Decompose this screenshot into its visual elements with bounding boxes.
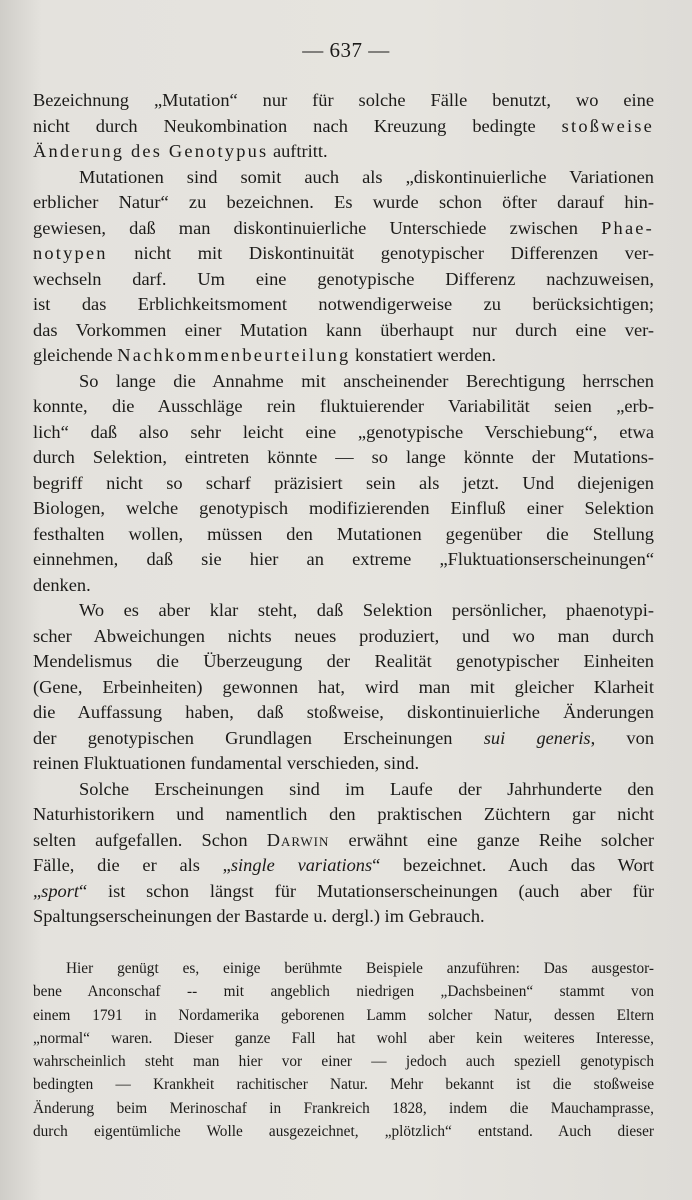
text-segment: erwähnt eine ganze Reihe solcher — [329, 829, 655, 850]
text-segment: Mutationen sind somit auch als „diskontinuierliche Variationen — [79, 166, 654, 187]
text-line — [33, 751, 654, 777]
body-text — [33, 88, 654, 930]
text-line — [33, 292, 654, 318]
footnote-line: Hier genügt es, einige berühmte Beispiele anzuführen: Das ausgestor- — [66, 960, 654, 977]
text-line — [33, 777, 654, 803]
text-segment: begriff nicht so scharf präzisiert sein als jetzt. Und diejenigen — [33, 472, 654, 493]
footnote-line: wahrscheinlich steht man hier vor einer — jedoch auch speziell genotypisch — [33, 1053, 654, 1071]
text-segment: denken. — [33, 574, 91, 595]
text-line — [33, 241, 654, 267]
text-segment: (Gene, Erbeinheiten) gewonnen hat, wird man mit gleicher Klarheit — [33, 676, 654, 697]
text-line — [33, 700, 654, 726]
text-segment: lich“ daß also sehr leicht eine „genotypische Verschiebung“, etwa — [33, 421, 654, 442]
paragraph — [33, 777, 654, 930]
text-segment: Biologen, welche genotypisch modifizierenden Einfluß einer Selektion — [33, 498, 654, 518]
text-line — [33, 726, 654, 752]
text-line — [33, 598, 654, 624]
text-segment: So lange die Annahme mit anscheinender Berechtigung herrschen — [79, 370, 654, 391]
text-segment: sport — [41, 880, 79, 901]
text-segment: festhalten wollen, müssen den Mutationen gegenüber die Stellung — [33, 523, 654, 544]
text-line — [33, 165, 654, 191]
text-segment: Nachkommenbeurteilung — [117, 345, 351, 365]
text-line — [33, 624, 654, 650]
text-line — [33, 853, 654, 879]
text-segment: nicht mit Diskontinuität genotypischer Differenzen ver- — [107, 243, 654, 263]
text-segment: notypen — [33, 243, 108, 263]
paragraph — [33, 88, 654, 165]
paragraph — [33, 165, 654, 369]
text-segment: Darwin — [266, 829, 330, 850]
footnote-line: Änderung beim Merinoschaf in Frankreich 1828, indem die Mauchamprasse, — [33, 1099, 654, 1117]
text-line — [33, 675, 654, 701]
text-line — [33, 394, 654, 420]
paragraph — [33, 598, 654, 777]
text-segment: selten aufgefallen. Schon — [33, 829, 267, 850]
text-line — [33, 522, 654, 548]
text-line — [33, 216, 654, 242]
text-segment: das Vorkommen einer Mutation kann überhaupt nur durch eine ver- — [33, 319, 654, 340]
text-line — [33, 445, 654, 471]
text-segment: der genotypischen Grundlagen Erscheinungen — [33, 727, 484, 748]
text-line — [33, 88, 654, 114]
text-segment: ist das Erblichkeitsmoment notwendigerweise zu berücksichtigen; — [33, 294, 654, 314]
footnote-line: durch eigentümliche Wolle ausgezeichnet, „plötzlich“ entstand. Auch dieser — [33, 1123, 654, 1141]
text-line — [33, 904, 654, 930]
text-segment: “ ist schon längst für Mutationserscheinungen (auch aber für — [79, 880, 654, 901]
footnote-line: „normal“ waren. Dieser ganze Fall hat wohl aber kein weiteres Interesse, — [33, 1029, 654, 1047]
text-line — [33, 828, 654, 854]
page-number: — 637 — — [302, 38, 390, 62]
text-segment: Mendelismus die Überzeugung der Realität genotypischer Einheiten — [33, 651, 654, 671]
text-segment: gewiesen, daß man diskontinuierliche Unterschiede zwischen — [33, 217, 602, 238]
text-segment: nicht durch Neukombination nach Kreuzung bedingte — [33, 115, 562, 136]
text-line — [33, 547, 654, 573]
text-segment: die Auffassung haben, daß stoßweise, diskontinuierliche Änderungen — [33, 702, 654, 722]
text-segment: Bezeichnung „Mutation“ nur für solche Fälle benutzt, wo eine — [33, 90, 654, 110]
text-segment: „ — [33, 880, 42, 901]
text-segment: wechseln darf. Um eine genotypische Differenz nachzuweisen, — [33, 268, 654, 289]
text-segment: auftritt. — [268, 141, 328, 161]
text-line — [33, 496, 654, 522]
text-segment: reinen Fluktuationen fundamental verschieden, sind. — [33, 753, 420, 773]
text-segment: konnte, die Ausschläge rein fluktuierender Variabilität seien „erb- — [33, 396, 654, 416]
text-segment: konstatiert werden. — [350, 345, 496, 365]
text-segment: “ bezeichnet. Auch das Wort — [372, 855, 654, 875]
paragraph — [33, 369, 654, 599]
text-segment: durch Selektion, eintreten könnte — so lange könnte der Mutations- — [33, 447, 654, 467]
text-segment: Wo es aber klar steht, daß Selektion persönlicher, phaenotypi- — [79, 600, 654, 620]
text-segment: scher Abweichungen nichts neues produziert, und wo man durch — [33, 625, 654, 646]
text-segment: stoßweise — [561, 115, 654, 136]
footnote-text — [33, 957, 654, 1143]
text-segment: Naturhistorikern und namentlich den praktischen Züchtern gar nicht — [33, 804, 654, 824]
text-line — [33, 369, 654, 395]
text-segment: einnehmen, daß sie hier an extreme „Fluktuationserscheinungen“ — [33, 549, 654, 569]
text-line — [33, 420, 654, 446]
text-segment: Spaltungserscheinungen der Bastarde u. dergl.) im Gebrauch. — [33, 906, 485, 926]
text-line — [33, 267, 654, 293]
footnote-line: bene Anconschaf -- mit angeblich niedrigen „Dachsbeinen“ stammt von — [33, 983, 654, 1001]
text-line — [33, 190, 654, 216]
text-line — [33, 802, 654, 828]
text-line — [33, 318, 654, 344]
footnote-line: bedingten — Krankheit rachitischer Natur. Mehr bekannt ist die stoßweise — [33, 1076, 654, 1094]
text-segment: , von — [590, 727, 655, 748]
text-segment: gleichende — [33, 345, 118, 365]
text-line — [33, 649, 654, 675]
text-line — [33, 139, 654, 165]
text-line — [33, 879, 654, 905]
text-line — [33, 343, 654, 369]
text-segment: erblicher Natur“ zu bezeichnen. Es wurde schon öfter darauf hin- — [33, 192, 654, 212]
text-segment: single variations — [230, 855, 373, 875]
text-segment: Solche Erscheinungen sind im Laufe der Jahrhunderte den — [79, 778, 654, 799]
text-segment: Änderung des Genotypus — [33, 141, 269, 161]
text-line — [33, 573, 654, 599]
text-segment: sui generis — [483, 727, 591, 748]
text-segment: Phae- — [601, 217, 654, 238]
text-line — [33, 114, 654, 140]
footnote-line: einem 1791 in Nordamerika geborenen Lamm solcher Natur, dessen Eltern — [33, 1006, 654, 1024]
text-segment: Fälle, die er als „ — [33, 855, 231, 875]
text-line — [33, 471, 654, 497]
